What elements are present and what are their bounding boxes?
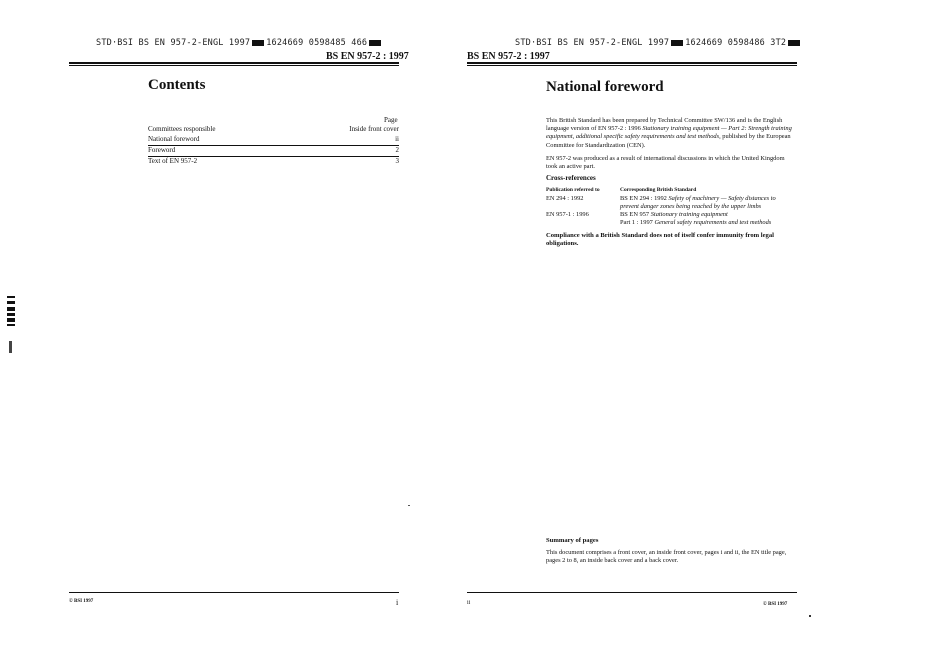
right-header-rule bbox=[467, 62, 797, 64]
right-header-rule-thin bbox=[467, 65, 797, 66]
stamp-block bbox=[788, 40, 800, 46]
toc-label: Committees responsible bbox=[148, 125, 216, 133]
scan-mark bbox=[7, 324, 15, 326]
toc-page: 3 bbox=[395, 157, 399, 165]
left-header: BS EN 957-2 : 1997 bbox=[326, 51, 409, 62]
scan-speck bbox=[809, 615, 811, 617]
left-header-rule bbox=[69, 62, 399, 64]
toc-row[interactable] bbox=[148, 125, 399, 134]
left-stamp: STD·BSI BS EN 957-2-ENGL 1997 1624669 0598485 466 bbox=[96, 38, 383, 48]
foreword-paragraph: This British Standard has been prepared by Technical Committee SW/136 and is the English language version of EN 957-2 : 1996 Stationary training equipment — Part 2: Strength training equipment, additional specific safety requirements and test methods, published by the European Committee for Standardization (CEN). bbox=[546, 117, 792, 149]
toc-page: 2 bbox=[395, 146, 399, 154]
ref-publication: EN 957-1 : 1996 bbox=[546, 211, 589, 218]
toc-page: Inside front cover bbox=[349, 125, 399, 133]
scan-speck bbox=[408, 505, 410, 506]
col-publication-heading: Publication referred to bbox=[546, 187, 600, 193]
toc-row[interactable] bbox=[148, 157, 399, 166]
right-footer-copyright: © BSI 1997 bbox=[763, 602, 788, 607]
scan-mark bbox=[7, 296, 15, 298]
right-footer-rule bbox=[467, 592, 797, 593]
summary-heading: Summary of pages bbox=[546, 537, 599, 544]
toc-page: ii bbox=[395, 135, 399, 143]
toc-row[interactable] bbox=[148, 135, 399, 144]
ref-publication: EN 294 : 1992 bbox=[546, 195, 584, 202]
ref-british-standard: BS EN 294 : 1992 Safety of machinery — Safety distances to prevent danger zones being reached by the upper limbs bbox=[620, 195, 776, 211]
national-foreword-title: National foreword bbox=[546, 79, 664, 95]
scan-mark bbox=[7, 307, 15, 311]
foreword-paragraph-2: EN 957-2 was produced as a result of international discussions in which the United Kingdom took an active part. bbox=[546, 155, 785, 171]
scan-mark bbox=[7, 318, 15, 322]
stamp-block bbox=[252, 40, 264, 46]
left-footer-copyright: © BSI 1997 bbox=[69, 599, 94, 604]
scan-mark bbox=[7, 301, 15, 304]
right-header: BS EN 957-2 : 1997 bbox=[467, 51, 550, 62]
toc-label: National foreword bbox=[148, 135, 200, 143]
cross-references-heading: Cross-references bbox=[546, 174, 596, 182]
left-header-rule-thin bbox=[69, 65, 399, 66]
left-footer-page: i bbox=[396, 598, 399, 607]
right-stamp: STD·BSI BS EN 957-2-ENGL 1997 1624669 0598486 3T2 bbox=[515, 38, 802, 48]
scan-mark bbox=[9, 341, 12, 353]
toc-label: Foreword bbox=[148, 146, 176, 154]
col-british-standard-heading: Corresponding British Standard bbox=[620, 187, 697, 193]
toc-row[interactable] bbox=[148, 146, 399, 155]
stamp-block bbox=[369, 40, 381, 46]
left-footer-rule bbox=[69, 592, 399, 593]
ref-british-standard: BS EN 957 Stationary training equipment Part 1 : 1997 General safety requirements and test methods bbox=[620, 211, 772, 227]
scan-mark bbox=[7, 313, 15, 316]
summary-text: This document comprises a front cover, an inside front cover, pages i and ii, the EN title page, pages 2 to 8, an inside back cover and a back cover. bbox=[546, 549, 787, 565]
stamp-block bbox=[671, 40, 683, 46]
toc-label: Text of EN 957-2 bbox=[148, 157, 198, 165]
page-column-label: Page bbox=[384, 116, 398, 124]
right-footer-page: ii bbox=[467, 600, 471, 606]
compliance-statement: Compliance with a British Standard does not of itself confer immunity from legal obligations. bbox=[546, 232, 774, 248]
contents-title: Contents bbox=[148, 77, 206, 93]
